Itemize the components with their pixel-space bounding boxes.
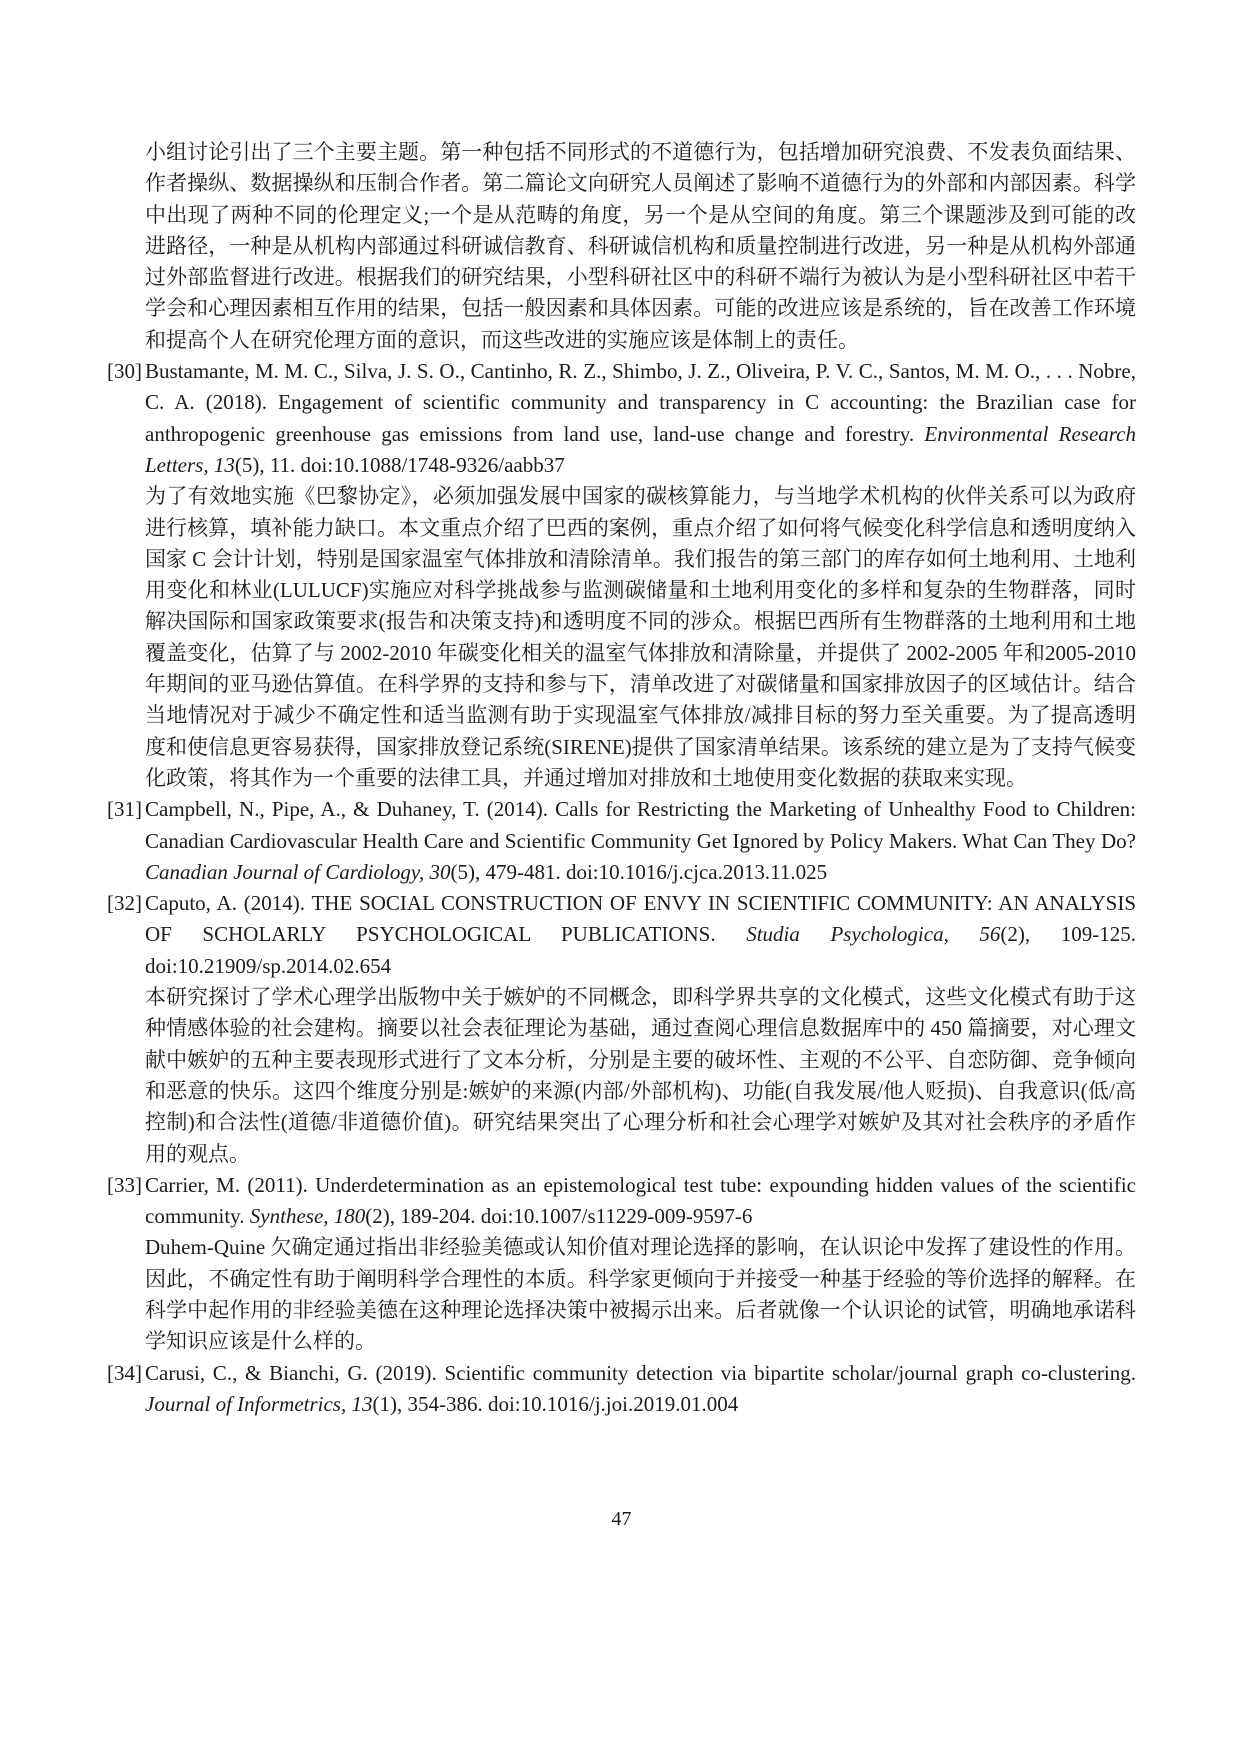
page-number: 47 (611, 1508, 632, 1530)
reference-32 (107, 888, 1136, 1170)
reference-31-citation-text: Campbell, N., Pipe, A., & Duhaney, T. (2014). Calls for Restricting the Marketing of Unhealthy Food to Children: Canadian Cardiovascular Health Care and Scientific Community Get Ignored by Policy Makers. What Can They Do? (145, 797, 1136, 853)
reference-30-citation-text: Bustamante, M. M. C., Silva, J. S. O., Cantinho, R. Z., Shimbo, J. Z., Oliveira, P. V. C., Santos, M. M. O., . . . Nobre, C. A. (2018). Engagement of scientific community and transparency in C accounting: the Brazilian case for anthropogenic greenhouse gas emissions from land use, land-use change and forestry. (145, 359, 1136, 446)
reference-31-journal-italic: Canadian Journal of Cardiology, 30 (145, 859, 451, 884)
reference-30 (107, 356, 1136, 794)
reference-32-label: [32] (107, 891, 142, 916)
reference-31-citation-tail: (5), 479-481. doi:10.1016/j.cjca.2013.11.025 (450, 859, 828, 884)
abstract-continuation-paragraph: 小组讨论引出了三个主要主题。第一种包括不同形式的不道德行为，包括增加研究浪费、不发表负面结果、作者操纵、数据操纵和压制合作者。第二篇论文向研究人员阐述了影响不道德行为的外部和内部因素。科学中出现了两种不同的伦理定义;一个是从范畴的角度，另一个是从空间的角度。第三个课题涉及到可能的改进路径，一种是从机构内部通过科研诚信教育、科研诚信机构和质量控制进行改进，另一种是从机构外部通过外部监督进行改进。根据我们的研究结果，小型科研社区中的科研不端行为被认为是小型科研社区中若干学会和心理因素相互作用的结果，包括一般因素和具体因素。可能的改进应该是系统的，旨在改善工作环境和提高个人在研究伦理方面的意识，而这些改进的实施应该是体制上的责任。 (145, 140, 1136, 352)
reference-34-citation (107, 1358, 1136, 1421)
reference-33-label: [33] (107, 1172, 142, 1197)
reference-32-citation (107, 888, 1136, 982)
reference-34-citation-tail: (1), 354-386. doi:10.1016/j.joi.2019.01.004 (372, 1391, 739, 1416)
reference-33 (107, 1170, 1136, 1358)
reference-30-citation-tail: (5), 11. doi:10.1088/1748-9326/aabb37 (234, 452, 565, 477)
reference-34-citation-text: Carusi, C., & Bianchi, G. (2019). Scientific community detection via bipartite scholar/journal graph co-clustering. (145, 1360, 1136, 1385)
page-content (107, 137, 1136, 1420)
reference-33-abstract-zh: Duhem-Quine 欠确定通过指出非经验美德或认知价值对理论选择的影响，在认识论中发挥了建设性的作用。因此，不确定性有助于阐明科学合理性的本质。科学家更倾向于并接受一种基于经验的等价选择的解释。在科学中起作用的非经验美德在这种理论选择决策中被揭示出来。后者就像一个认识论的试管，明确地承诺科学知识应该是什么样的。 (145, 1235, 1136, 1354)
reference-34-journal-italic: Journal of Informetrics, 13 (145, 1391, 373, 1416)
reference-30-label: [30] (107, 359, 142, 384)
reference-33-citation-text: Carrier, M. (2011). Underdetermination as an epistemological test tube: expounding hidden values of the scientific community. (145, 1172, 1136, 1229)
reference-33-citation (107, 1170, 1136, 1233)
reference-32-abstract-zh: 本研究探讨了学术心理学出版物中关于嫉妒的不同概念，即科学界共享的文化模式，这些文化模式有助于这种情感体验的社会建构。摘要以社会表征理论为基础，通过查阅心理信息数据库中的 450 篇摘要，对心理文献中嫉妒的五种主要表现形式进行了文本分析，分别是主要的破坏性、主观的不公平、自恋防御、竞争倾向和恶意的快乐。这四个维度分别是:嫉妒的来源(内部/外部机构)、功能(自我发展/他人贬损)、自我意识(低/高控制)和合法性(道德/非道德价值)。研究结果突出了心理分析和社会心理学对嫉妒及其对社会秩序的矛盾作用的观点。 (145, 985, 1136, 1166)
reference-30-citation (107, 356, 1136, 481)
reference-34 (107, 1358, 1136, 1421)
reference-31 (107, 794, 1136, 888)
reference-30-abstract-zh: 为了有效地实施《巴黎协定》，必须加强发展中国家的碳核算能力，与当地学术机构的伙伴关系可以为政府进行核算，填补能力缺口。本文重点介绍了巴西的案例，重点介绍了如何将气候变化科学信息和透明度纳入国家 C 会计计划，特别是国家温室气体排放和清除清单。我们报告的第三部门的库存如何土地利用、土地利用变化和林业(LULUCF)实施应对科学挑战参与监测碳储量和土地利用变化的多样和复杂的生物群落，同时解决国际和国家政策要求(报告和决策支持)和透明度不同的涉众。根据巴西所有生物群落的土地利用和土地覆盖变化，估算了与 2002-2010 年碳变化相关的温室气体排放和清除量，并提供了 2002-2005 年和2005-2010 年期间的亚马逊估算值。在科学界的支持和参与下，清单改进了对碳储量和国家排放因子的区域估计。结合当地情况对于减少不确定性和适当监测有助于实现温室气体排放/减排目标的努力至关重要。为了提高透明度和使信息更容易获得，国家排放登记系统(SIRENE)提供了国家清单结果。该系统的建立是为了支持气候变化政策，将其作为一个重要的法律工具，并通过增加对排放和土地使用变化数据的获取来实现。 (145, 484, 1136, 790)
reference-31-label: [31] (107, 797, 142, 822)
reference-31-citation (107, 794, 1136, 888)
reference-30-journal-italic: Environmental Research Letters, 13 (145, 421, 1136, 477)
reference-34-label: [34] (107, 1360, 142, 1385)
reference-33-journal-italic: Synthese, 180 (249, 1204, 366, 1229)
reference-32-journal-italic: Studia Psychologica, 56 (746, 922, 1001, 947)
reference-32-citation-tail: (2), 109-125. doi:10.21909/sp.2014.02.654 (145, 922, 1136, 978)
reference-33-citation-tail: (2), 189-204. doi:10.1007/s11229-009-9597-6 (365, 1204, 753, 1229)
reference-32-citation-text: Caputo, A. (2014). THE SOCIAL CONSTRUCTION OF ENVY IN SCIENTIFIC COMMUNITY: AN ANALYSIS OF SCHOLARLY PSYCHOLOGICAL PUBLICATIONS. (145, 891, 1136, 947)
